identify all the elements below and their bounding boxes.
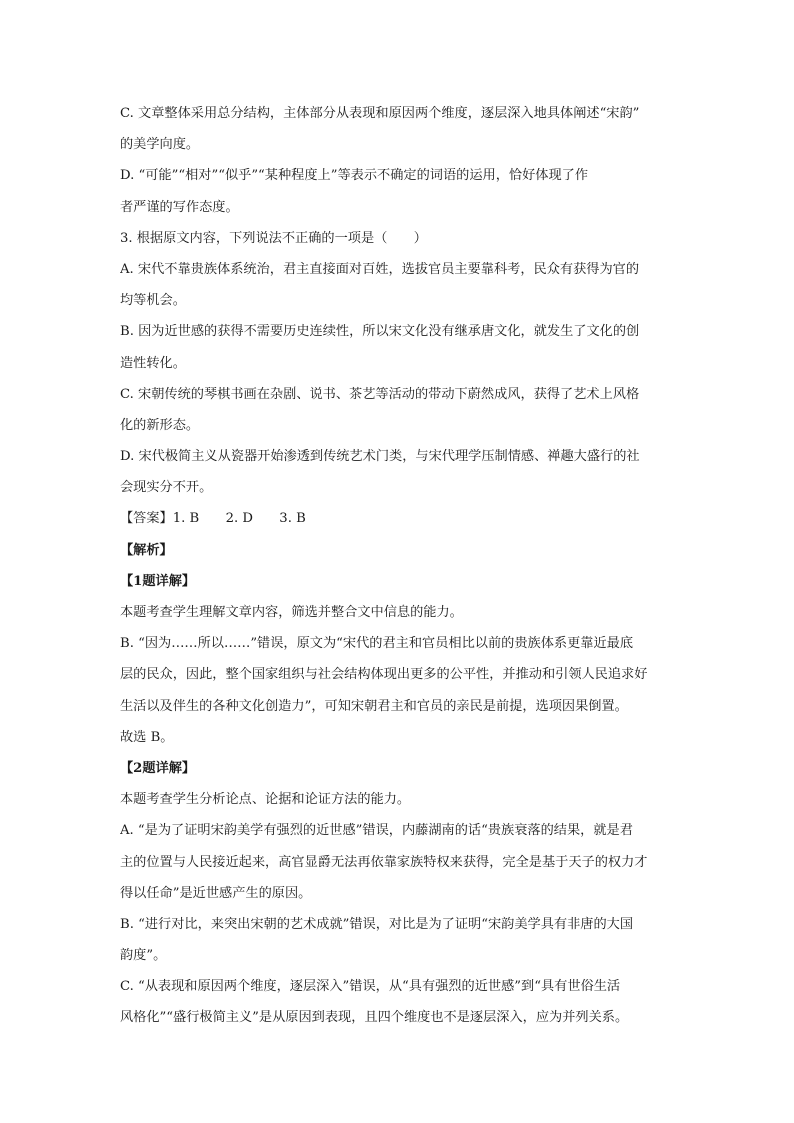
text-line: B. “进行对比，来突出宋朝的艺术成就”错误，对比是为了证明“宋韵美学具有非唐的大国 xyxy=(120,916,634,932)
text-line: 本题考查学生分析论点、论据和论证方法的能力。 xyxy=(120,792,411,808)
text-line: D. “可能”“相对”“似乎”“某种程度上”等表示不确定的词语的运用，恰好体现了作 xyxy=(120,168,589,184)
document-page xyxy=(120,98,676,1034)
text-line: 【答案】1. B 2. D 3. B xyxy=(120,511,306,527)
text-line: 生活以及伴生的各种文化创造力”，可知宋朝君主和官员的亲民是前提，选项因果倒置。 xyxy=(120,698,628,714)
text-line: 者严谨的写作态度。 xyxy=(120,199,239,215)
text-line: 主的位置与人民接近起来，高官显爵无法再依靠家族特权来获得，完全是基于天子的权力才 xyxy=(120,854,648,870)
text-line: 造性转化。 xyxy=(120,355,186,371)
text-line: B. 因为近世感的获得不需要历史连续性，所以宋文化没有继承唐文化，就发生了文化的创 xyxy=(120,324,640,340)
text-line: D. 宋代极简主义从瓷器开始渗透到传统艺术门类，与宋代理学压制情感、禅趣大盛行的社 xyxy=(120,449,640,465)
text-line: C. “从表现和原因两个维度，逐层深入”错误，从“具有强烈的近世感”到“具有世俗生活 xyxy=(120,979,621,995)
text-line: 故选 B。 xyxy=(120,729,174,745)
text-line: 【2题详解】 xyxy=(120,760,196,776)
text-line: 风格化”“盛行极简主义”是从原因到表现，且四个维度也不是逐层深入，应为并列关系。 xyxy=(120,1010,629,1026)
text-line: 韵度”。 xyxy=(120,948,167,964)
text-line: B. “因为……所以……”错误，原文为“宋代的君主和官员相比以前的贵族体系更靠近最底 xyxy=(120,636,634,652)
text-line: 层的民众，因此，整个国家组织与社会结构体现出更多的公平性，并推动和引领人民追求好 xyxy=(120,667,648,683)
text-line: A. 宋代不靠贵族体系统治，君主直接面对百姓，选拔官员主要靠科考，民众有获得为官的 xyxy=(120,261,640,277)
text-line: 会现实分不开。 xyxy=(120,480,213,496)
text-line: C. 文章整体采用总分结构，主体部分从表现和原因两个维度，逐层深入地具体阐述“宋韵” xyxy=(120,106,640,121)
text-line: 3. 根据原文内容，下列说法不正确的一项是（ ） xyxy=(120,230,427,246)
text-line: A. “是为了证明宋韵美学有强烈的近世感”错误，内藤湖南的话“贵族衰落的结果，就是君 xyxy=(120,823,633,839)
text-line: 化的新形态。 xyxy=(120,417,200,433)
text-line: 的美学向度。 xyxy=(120,137,200,153)
text-line: C. 宋朝传统的琴棋书画在杂剧、说书、茶艺等活动的带动下蔚然成风，获得了艺术上风格 xyxy=(120,386,640,402)
text-line: 【1题详解】 xyxy=(120,573,196,589)
text-line: 本题考查学生理解文章内容，筛选并整合文中信息的能力。 xyxy=(120,605,463,620)
text-line: 均等机会。 xyxy=(120,293,186,309)
text-line: 得以任命”是近世感产生的原因。 xyxy=(120,885,312,901)
text-line: 【解析】 xyxy=(120,542,173,558)
